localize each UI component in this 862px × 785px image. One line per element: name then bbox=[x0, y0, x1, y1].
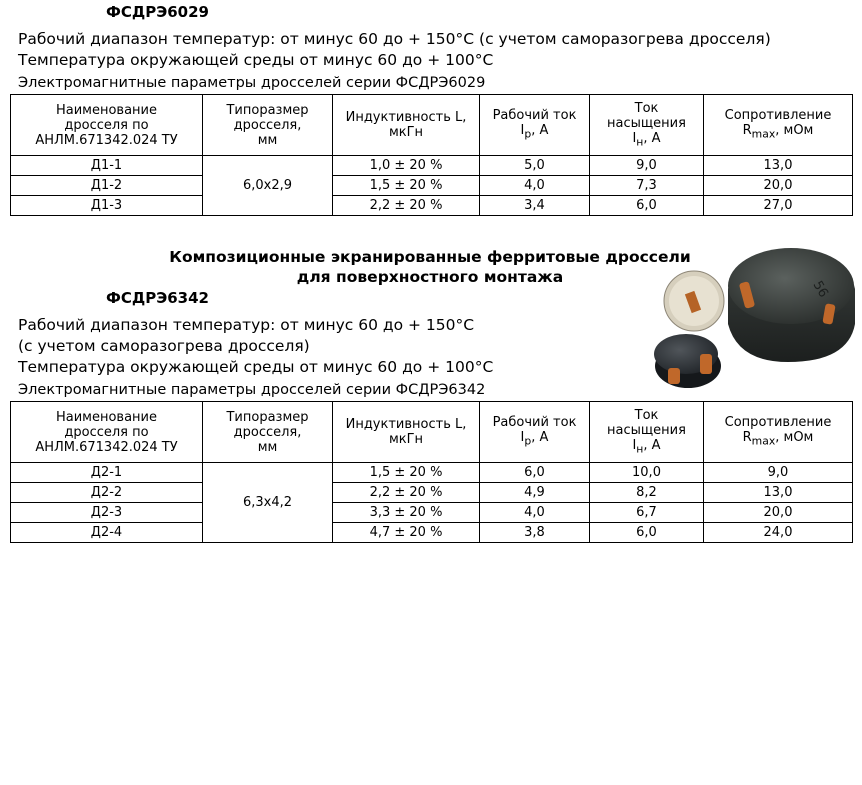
header-size: Типоразмер дросселя, мм bbox=[203, 402, 333, 463]
cell-name: Д2-2 bbox=[11, 483, 203, 503]
cell-current: 4,0 bbox=[480, 176, 590, 196]
cell-current: 3,4 bbox=[480, 196, 590, 216]
header-inductance: Индуктивность L, мкГн bbox=[333, 402, 480, 463]
header-resistance: Сопротивление $R_{max}$, мОм bbox=[704, 402, 853, 463]
cell-size: 6,0х2,9 bbox=[203, 156, 333, 216]
cell-inductance: 3,3 ± 20 % bbox=[333, 503, 480, 523]
header-inductance: Индуктивность L, мкГн bbox=[333, 95, 480, 156]
cell-inductance: 1,5 ± 20 % bbox=[333, 463, 480, 483]
cell-saturation: 9,0 bbox=[590, 156, 704, 176]
cell-current: 5,0 bbox=[480, 156, 590, 176]
cell-size: 6,3х4,2 bbox=[203, 463, 333, 543]
cell-name: Д2-4 bbox=[11, 523, 203, 543]
ferrite-inductor-photo bbox=[648, 244, 862, 394]
cell-resistance: 20,0 bbox=[704, 176, 853, 196]
table-caption-6342: Электромагнитные параметры дросселей серии ФСДРЭ6342 bbox=[18, 382, 486, 398]
cell-saturation: 8,2 bbox=[590, 483, 704, 503]
cell-inductance: 1,0 ± 20 % bbox=[333, 156, 480, 176]
header-saturation: Ток насыщения $I_н$, А bbox=[590, 402, 704, 463]
header-resistance: Сопротивление $R_{max}$, мОм bbox=[704, 95, 853, 156]
cell-saturation: 10,0 bbox=[590, 463, 704, 483]
parameters-table-6029 bbox=[10, 94, 853, 216]
cell-resistance: 13,0 bbox=[704, 156, 853, 176]
temperature-range-line: Рабочий диапазон температур: от минус 60 до + 150°С (с учетом саморазогрева дросселя) bbox=[18, 30, 771, 48]
heading-line-1: Композиционные экранированные ферритовые дроссели bbox=[169, 248, 691, 266]
cell-saturation: 7,3 bbox=[590, 176, 704, 196]
cell-current: 4,0 bbox=[480, 503, 590, 523]
series-title-6342: ФСДРЭ6342 bbox=[106, 289, 209, 307]
cell-resistance: 9,0 bbox=[704, 463, 853, 483]
table-row bbox=[11, 463, 853, 483]
cell-inductance: 2,2 ± 20 % bbox=[333, 483, 480, 503]
cell-saturation: 6,0 bbox=[590, 196, 704, 216]
cell-resistance: 20,0 bbox=[704, 503, 853, 523]
cell-current: 6,0 bbox=[480, 463, 590, 483]
cell-name: Д2-1 bbox=[11, 463, 203, 483]
cell-resistance: 27,0 bbox=[704, 196, 853, 216]
cell-name: Д2-3 bbox=[11, 503, 203, 523]
cell-resistance: 13,0 bbox=[704, 483, 853, 503]
table-header-row bbox=[11, 95, 853, 156]
header-name: Наименование дросселя по АНЛМ.671342.024 ТУ bbox=[11, 402, 203, 463]
table-caption-6029: Электромагнитные параметры дросселей серии ФСДРЭ6029 bbox=[18, 75, 486, 91]
cell-inductance: 2,2 ± 20 % bbox=[333, 196, 480, 216]
temperature-range-line: Рабочий диапазон температур: от минус 60 до + 150°С bbox=[18, 316, 475, 334]
table-row bbox=[11, 523, 853, 543]
section-heading bbox=[120, 247, 740, 287]
cell-saturation: 6,7 bbox=[590, 503, 704, 523]
header-name: Наименование дросселя по АНЛМ.671342.024 ТУ bbox=[11, 95, 203, 156]
header-current: Рабочий ток $I_р$, А bbox=[480, 95, 590, 156]
cell-inductance: 1,5 ± 20 % bbox=[333, 176, 480, 196]
heading-line-2: для поверхностного монтажа bbox=[296, 268, 564, 286]
cell-saturation: 6,0 bbox=[590, 523, 704, 543]
ambient-temperature-line: Температура окружающей среды от минус 60 до + 100°С bbox=[18, 51, 494, 69]
series-title-6029: ФСДРЭ6029 bbox=[106, 3, 209, 21]
ambient-temperature-line: Температура окружающей среды от минус 60 до + 100°С bbox=[18, 358, 494, 376]
header-saturation: Ток насыщения $I_н$, А bbox=[590, 95, 704, 156]
cell-current: 3,8 bbox=[480, 523, 590, 543]
table-row bbox=[11, 176, 853, 196]
header-size: Типоразмер дросселя, мм bbox=[203, 95, 333, 156]
table-header-row bbox=[11, 402, 853, 463]
parameters-table-6342 bbox=[10, 401, 853, 543]
cell-name: Д1-2 bbox=[11, 176, 203, 196]
cell-name: Д1-3 bbox=[11, 196, 203, 216]
table-row bbox=[11, 503, 853, 523]
cell-current: 4,9 bbox=[480, 483, 590, 503]
cell-resistance: 24,0 bbox=[704, 523, 853, 543]
table-row bbox=[11, 156, 853, 176]
table-row bbox=[11, 483, 853, 503]
header-current: Рабочий ток $I_р$, А bbox=[480, 402, 590, 463]
cell-inductance: 4,7 ± 20 % bbox=[333, 523, 480, 543]
cell-name: Д1-1 bbox=[11, 156, 203, 176]
self-heating-note-line: (с учетом саморазогрева дросселя) bbox=[18, 337, 310, 355]
svg-text:56: 56 bbox=[809, 278, 831, 301]
table-row bbox=[11, 196, 853, 216]
